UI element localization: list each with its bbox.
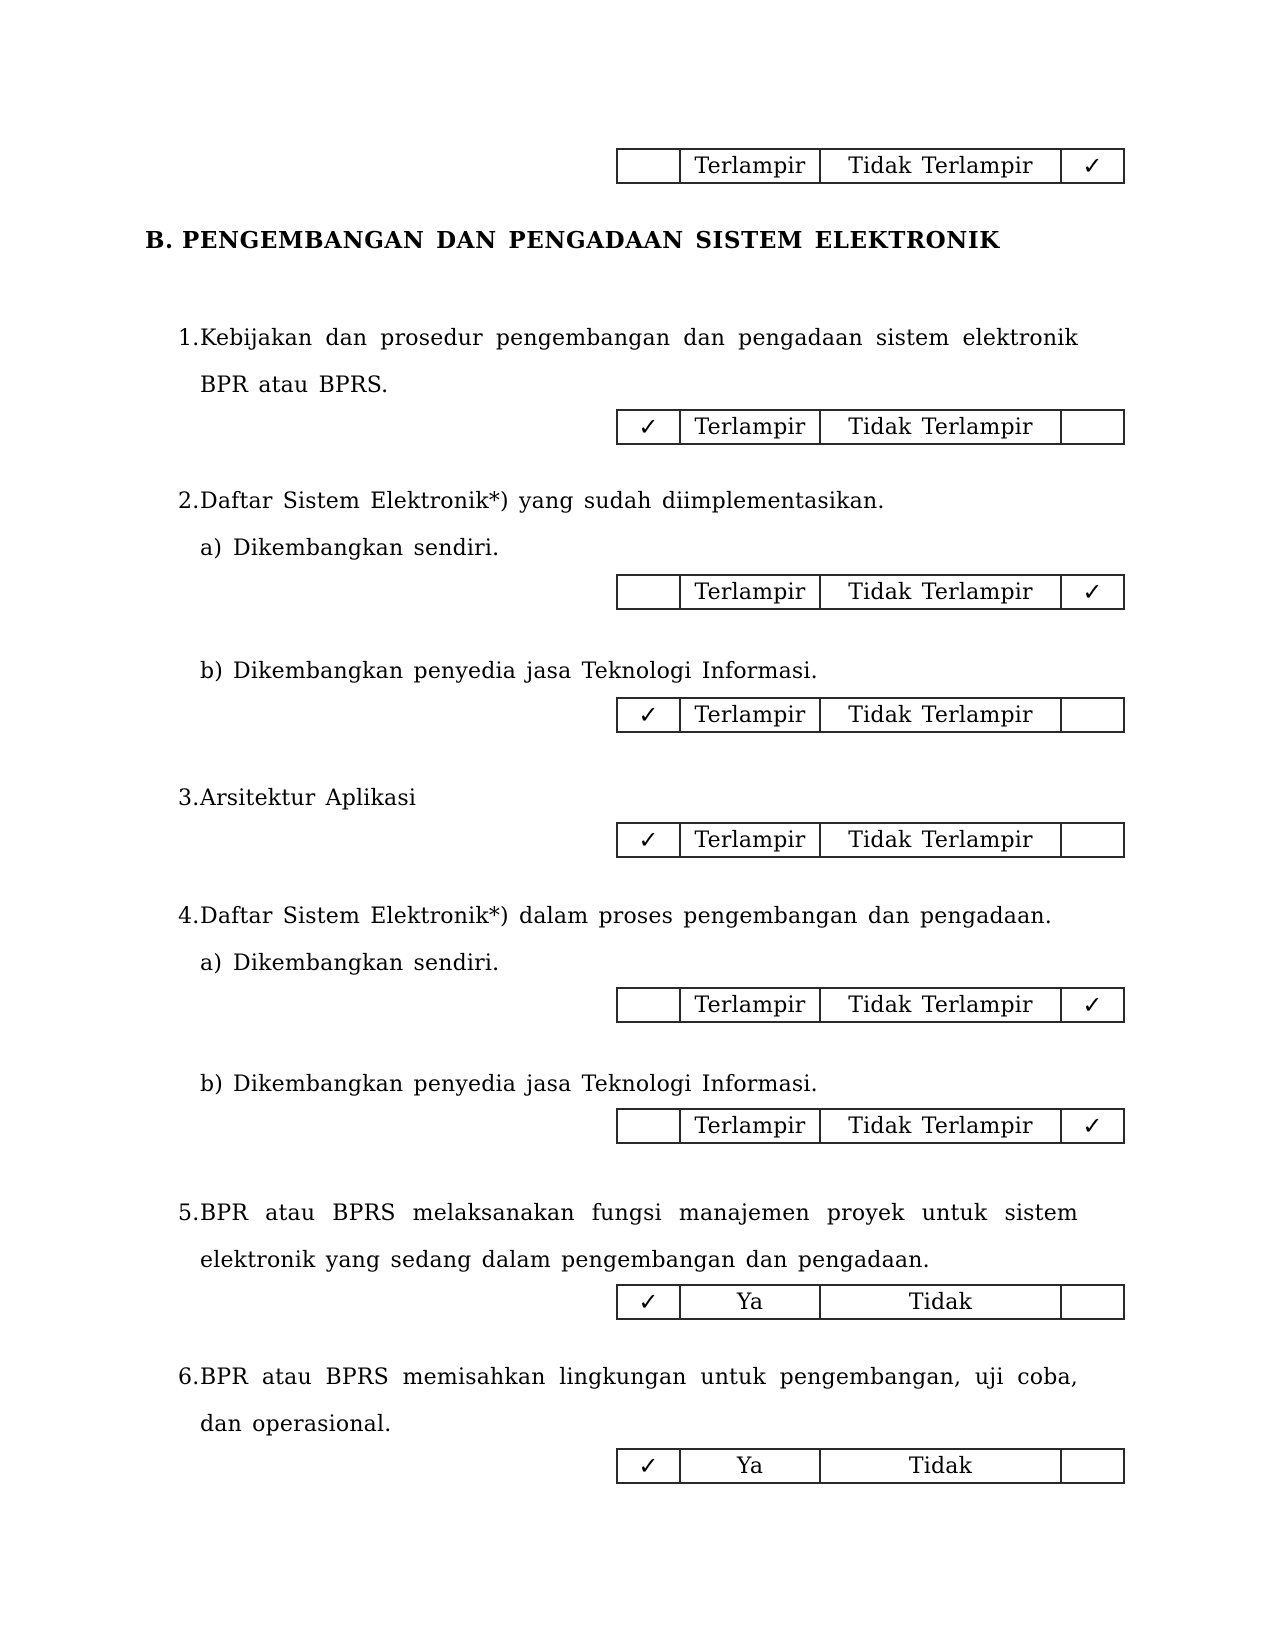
tidak-cell bbox=[819, 1450, 1060, 1482]
check-mark: ✓ bbox=[638, 701, 659, 729]
ya-label: Ya bbox=[736, 1453, 764, 1479]
ya-cell bbox=[679, 1450, 819, 1482]
checklist-table-item-1 bbox=[616, 409, 1125, 445]
item-text-line: BPR atau BPRS memisahkan lingkungan untuk pengembangan, uji coba, bbox=[200, 1365, 1078, 1390]
checkbox-cell-right bbox=[1060, 150, 1123, 182]
checkbox-cell-right bbox=[1060, 1110, 1123, 1142]
checkbox-cell-right bbox=[1060, 1286, 1123, 1318]
tidak-terlampir-label: Tidak Terlampir bbox=[848, 702, 1033, 728]
checkbox-cell-right bbox=[1060, 1450, 1123, 1482]
list-subitem-2b bbox=[200, 648, 1078, 695]
tidak-terlampir-cell bbox=[819, 1110, 1060, 1142]
tidak-cell bbox=[819, 1286, 1060, 1318]
tidak-terlampir-label: Tidak Terlampir bbox=[848, 579, 1033, 605]
terlampir-label: Terlampir bbox=[694, 992, 806, 1018]
item-text-line: dan operasional. bbox=[200, 1412, 392, 1437]
checklist-table-item-4b bbox=[616, 1108, 1125, 1144]
item-text-line: Daftar Sistem Elektronik*) yang sudah diimplementasikan. bbox=[200, 489, 885, 514]
item-number: 3. bbox=[178, 786, 200, 811]
check-mark: ✓ bbox=[1082, 991, 1103, 1019]
checklist-table-top bbox=[616, 148, 1125, 184]
item-text-line: elektronik yang sedang dalam pengembangan dan pengadaan. bbox=[200, 1248, 930, 1273]
subitem-label: b) bbox=[200, 659, 224, 684]
tidak-terlampir-label: Tidak Terlampir bbox=[848, 827, 1033, 853]
item-text bbox=[200, 478, 1078, 525]
item-number: 5. bbox=[178, 1201, 200, 1226]
check-mark: ✓ bbox=[1082, 1112, 1103, 1140]
checklist-table-item-4a bbox=[616, 987, 1125, 1023]
tidak-terlampir-cell bbox=[819, 824, 1060, 856]
item-text-line: Daftar Sistem Elektronik*) dalam proses pengembangan dan pengadaan. bbox=[200, 904, 1052, 929]
check-mark: ✓ bbox=[638, 826, 659, 854]
subitem-label: a) bbox=[200, 951, 223, 976]
check-mark: ✓ bbox=[638, 1288, 659, 1316]
terlampir-cell bbox=[679, 150, 819, 182]
item-number: 6. bbox=[178, 1365, 200, 1390]
list-subitem-4b bbox=[200, 1061, 1078, 1108]
terlampir-label: Terlampir bbox=[694, 414, 806, 440]
tidak-terlampir-cell bbox=[819, 411, 1060, 443]
list-item-1 bbox=[178, 315, 1078, 409]
item-text-line: BPR atau BPRS. bbox=[200, 373, 389, 398]
list-item-3 bbox=[178, 775, 1078, 822]
checkbox-cell-left bbox=[618, 824, 679, 856]
list-item-2 bbox=[178, 478, 1078, 525]
checkbox-cell-left bbox=[618, 411, 679, 443]
checkbox-cell-left bbox=[618, 699, 679, 731]
item-text-line: BPR atau BPRS melaksanakan fungsi manajemen proyek untuk sistem bbox=[200, 1201, 1078, 1226]
checklist-table-item-3 bbox=[616, 822, 1125, 858]
checklist-table-item-2a bbox=[616, 574, 1125, 610]
subitem-text: Dikembangkan penyedia jasa Teknologi Informasi. bbox=[233, 1072, 818, 1097]
terlampir-cell bbox=[679, 411, 819, 443]
check-mark: ✓ bbox=[1082, 578, 1103, 606]
list-subitem-4a bbox=[200, 940, 1078, 987]
section-label: B. bbox=[145, 227, 174, 254]
tidak-terlampir-label: Tidak Terlampir bbox=[848, 153, 1033, 179]
checkbox-cell-left bbox=[618, 1110, 679, 1142]
terlampir-label: Terlampir bbox=[694, 827, 806, 853]
check-mark: ✓ bbox=[1082, 152, 1103, 180]
tidak-terlampir-label: Tidak Terlampir bbox=[848, 1113, 1033, 1139]
subitem-label: a) bbox=[200, 536, 223, 561]
subitem-label: b) bbox=[200, 1072, 224, 1097]
list-item-5 bbox=[178, 1190, 1078, 1284]
subitem-text: Dikembangkan sendiri. bbox=[233, 536, 500, 561]
checkbox-cell-left bbox=[618, 150, 679, 182]
item-text bbox=[200, 1354, 1078, 1448]
checklist-table-item-6 bbox=[616, 1448, 1125, 1484]
terlampir-label: Terlampir bbox=[694, 153, 806, 179]
item-text-line: Arsitektur Aplikasi bbox=[200, 786, 417, 811]
item-text bbox=[200, 775, 1078, 822]
ya-label: Ya bbox=[736, 1289, 764, 1315]
list-item-6 bbox=[178, 1354, 1078, 1448]
tidak-label: Tidak bbox=[908, 1453, 973, 1479]
tidak-terlampir-cell bbox=[819, 989, 1060, 1021]
tidak-terlampir-cell bbox=[819, 699, 1060, 731]
terlampir-cell bbox=[679, 699, 819, 731]
terlampir-label: Terlampir bbox=[694, 579, 806, 605]
tidak-terlampir-cell bbox=[819, 576, 1060, 608]
item-text bbox=[200, 893, 1078, 940]
terlampir-label: Terlampir bbox=[694, 702, 806, 728]
item-text-line: Kebijakan dan prosedur pengembangan dan pengadaan sistem elektronik bbox=[200, 326, 1078, 351]
tidak-label: Tidak bbox=[908, 1289, 973, 1315]
checkbox-cell-right bbox=[1060, 989, 1123, 1021]
checkbox-cell-right bbox=[1060, 576, 1123, 608]
check-mark: ✓ bbox=[638, 1452, 659, 1480]
checkbox-cell-left bbox=[618, 1450, 679, 1482]
item-number: 4. bbox=[178, 904, 200, 929]
terlampir-cell bbox=[679, 824, 819, 856]
terlampir-cell bbox=[679, 989, 819, 1021]
checklist-table-item-2b bbox=[616, 697, 1125, 733]
tidak-terlampir-cell bbox=[819, 150, 1060, 182]
item-number: 1. bbox=[178, 326, 200, 351]
item-text bbox=[200, 1190, 1078, 1284]
ya-cell bbox=[679, 1286, 819, 1318]
checkbox-cell-right bbox=[1060, 411, 1123, 443]
item-number: 2. bbox=[178, 489, 200, 514]
tidak-terlampir-label: Tidak Terlampir bbox=[848, 992, 1033, 1018]
checkbox-cell-right bbox=[1060, 824, 1123, 856]
check-mark: ✓ bbox=[638, 413, 659, 441]
checkbox-cell-right bbox=[1060, 699, 1123, 731]
list-item-4 bbox=[178, 893, 1078, 940]
terlampir-label: Terlampir bbox=[694, 1113, 806, 1139]
tidak-terlampir-label: Tidak Terlampir bbox=[848, 414, 1033, 440]
checkbox-cell-left bbox=[618, 576, 679, 608]
subitem-text: Dikembangkan penyedia jasa Teknologi Informasi. bbox=[233, 659, 818, 684]
section-heading bbox=[145, 226, 1275, 256]
section-title: PENGEMBANGAN DAN PENGADAAN SISTEM ELEKTRONIK bbox=[182, 227, 1000, 254]
terlampir-cell bbox=[679, 1110, 819, 1142]
checklist-table-item-5 bbox=[616, 1284, 1125, 1320]
list-subitem-2a bbox=[200, 525, 1078, 572]
item-text bbox=[200, 315, 1078, 409]
subitem-text: Dikembangkan sendiri. bbox=[233, 951, 500, 976]
terlampir-cell bbox=[679, 576, 819, 608]
checkbox-cell-left bbox=[618, 1286, 679, 1318]
checkbox-cell-left bbox=[618, 989, 679, 1021]
